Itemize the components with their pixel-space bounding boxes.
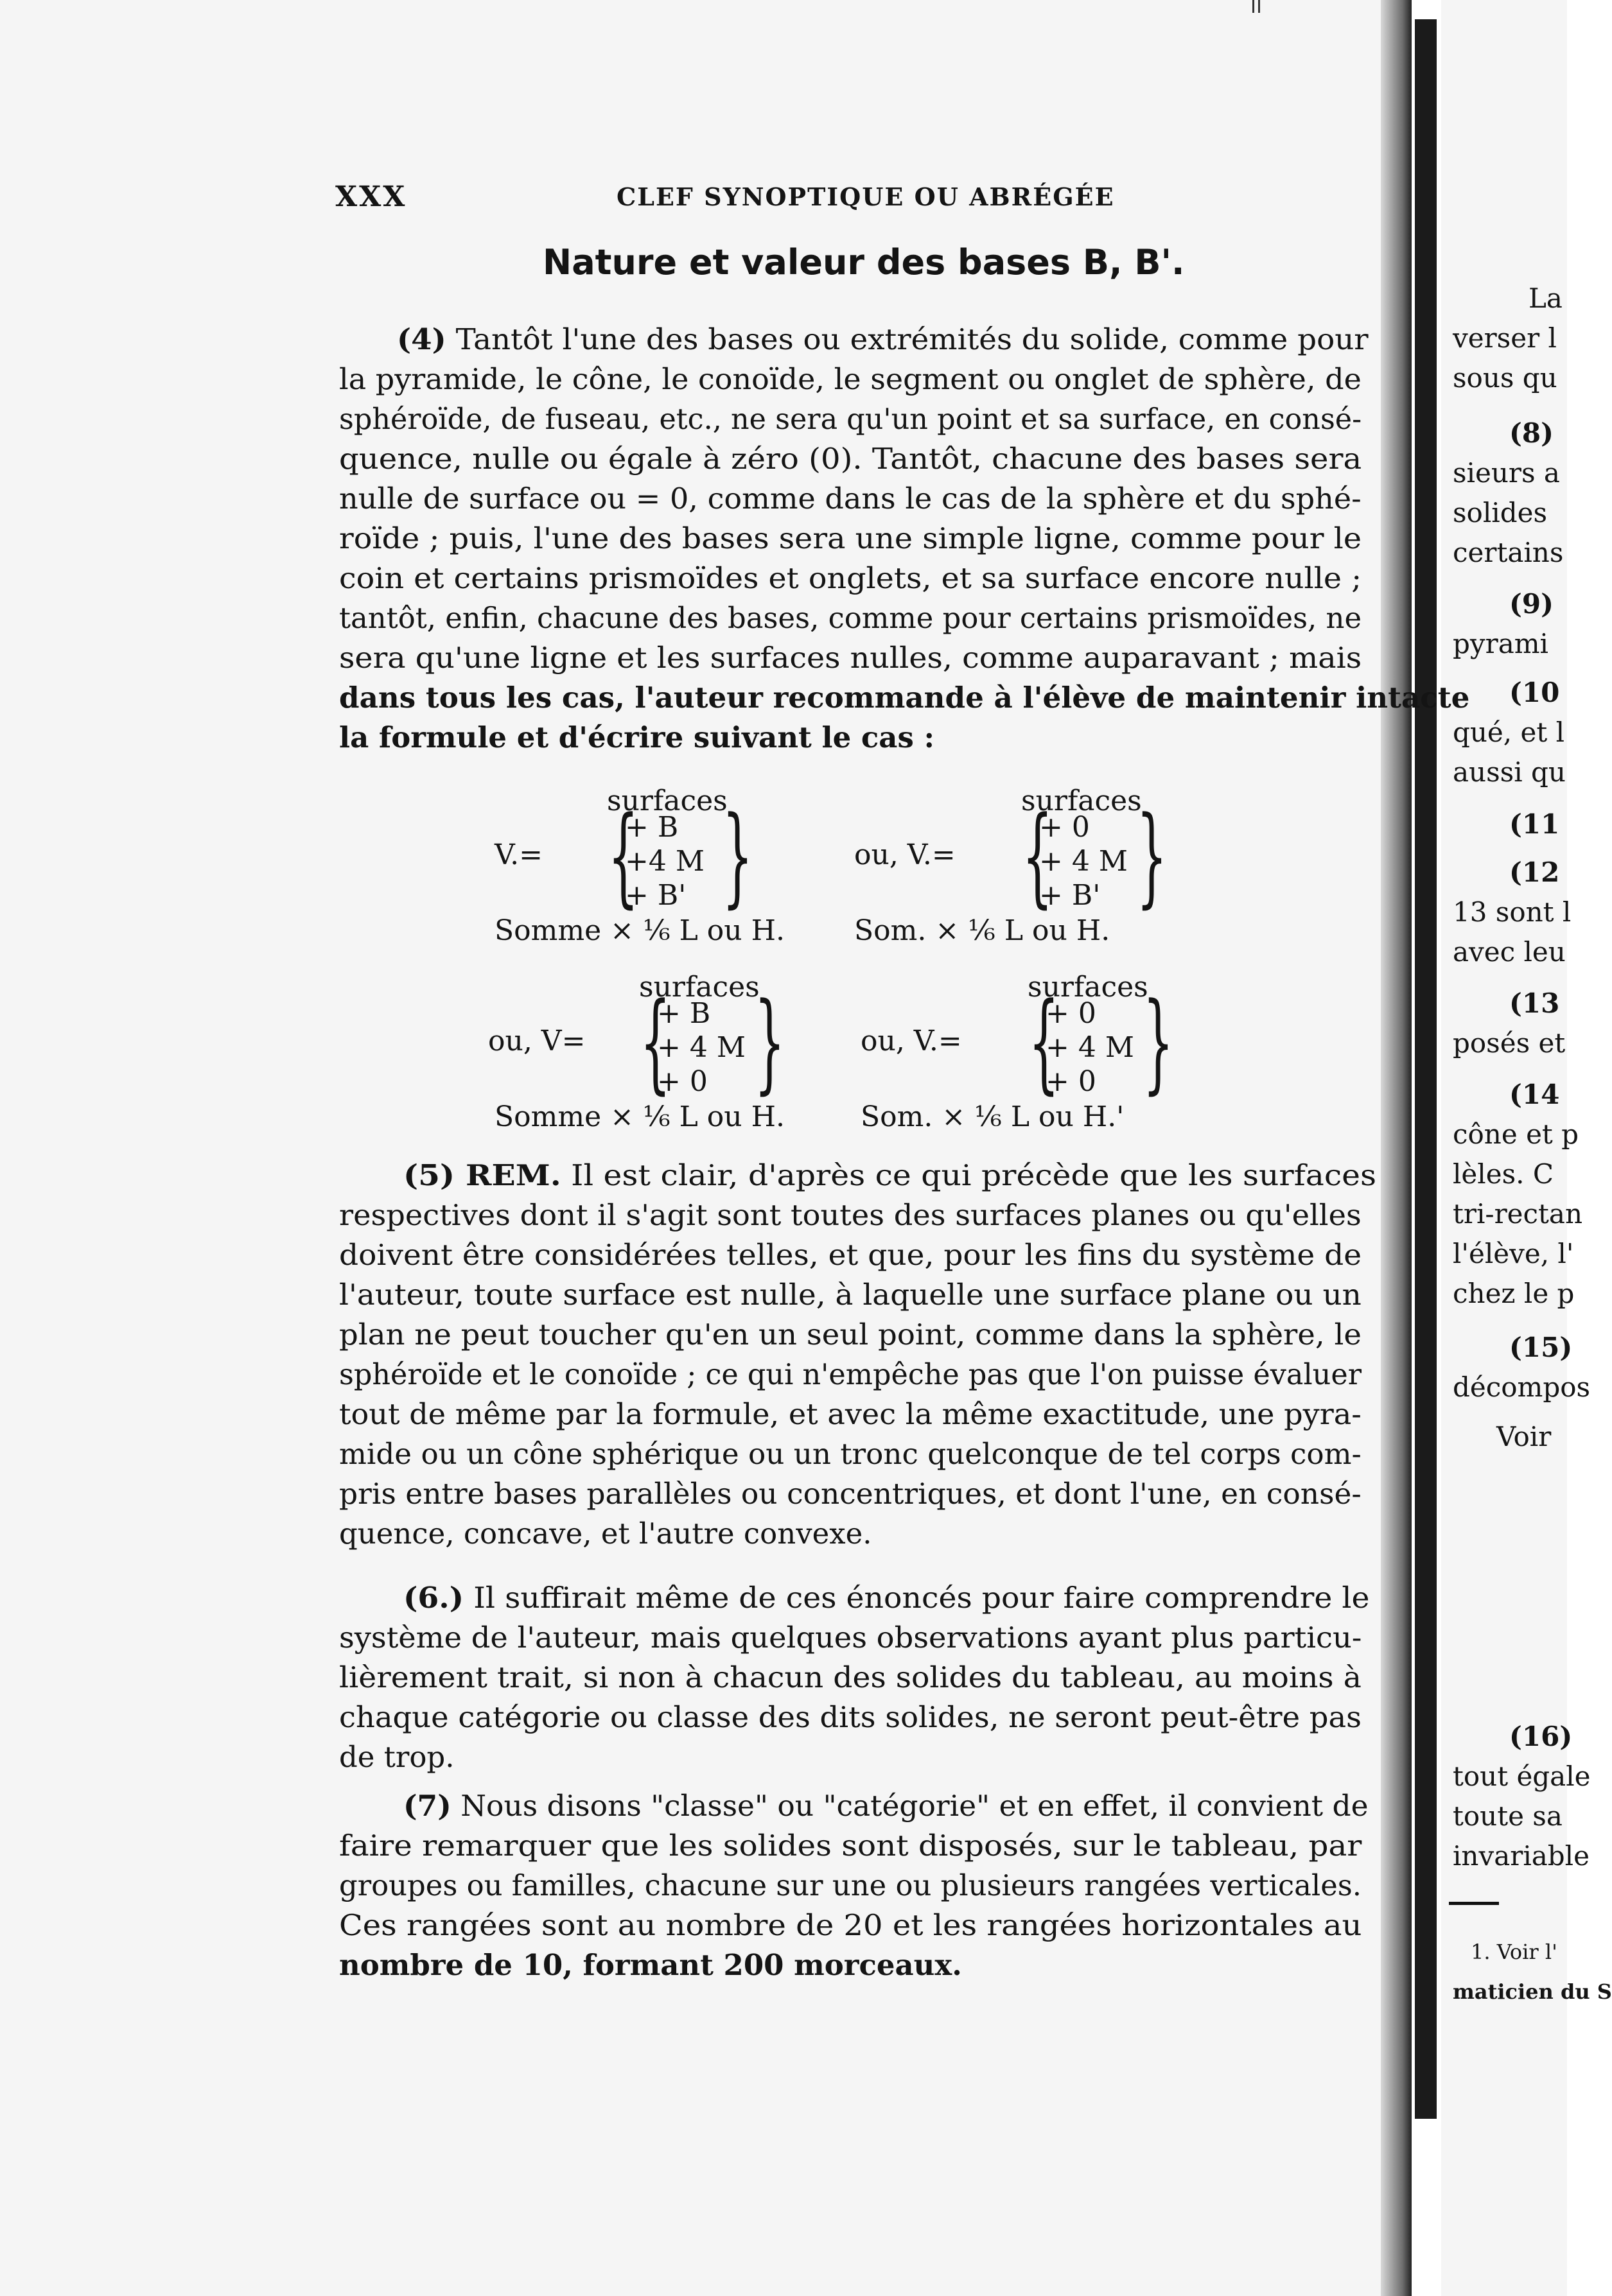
formula-label: ou, V.= (861, 1025, 962, 1057)
section-title: Nature et valeur des bases B, B'. (543, 242, 1185, 283)
text-line: quence, concave, et l'autre convexe. (339, 1517, 872, 1551)
volume-formula (854, 785, 1240, 962)
text-line: la formule et d'écrire suivant le cas : (339, 720, 935, 754)
formula-term: + B (625, 811, 679, 844)
text-line: la pyramide, le cône, le conoïde, le segment ou onglet de sphère, de (339, 362, 1362, 396)
text-line: nombre de 10, formant 200 morceaux. (339, 1948, 962, 1982)
formula-terms (625, 810, 705, 912)
text-line: coin et certains prismoïdes et onglets, et sa surface encore nulle ; (339, 561, 1362, 595)
text-line: faire remarquer que les solides sont disposés, sur le tableau, par (339, 1829, 1362, 1863)
right-brace: } (1136, 793, 1168, 919)
formula-terms (657, 996, 746, 1099)
text-line: (4) Tantôt l'une des bases ou extrémités du solide, comme pour (397, 322, 1369, 356)
right-page-line: tout égale (1453, 1761, 1591, 1792)
volume-formula (495, 785, 880, 962)
surfaces-label: surfaces (1021, 785, 1142, 817)
text-line: nulle de surface ou = 0, comme dans le cas de la sphère et du sphé- (339, 482, 1362, 516)
right-page-line: La (1529, 283, 1563, 314)
right-page-line: 1. Voir l' (1471, 1940, 1557, 1964)
right-page-line: (8) (1509, 417, 1554, 449)
right-page-line: (16) (1509, 1721, 1573, 1752)
right-page-line: tri-rectan (1453, 1198, 1583, 1230)
text-line: roïde ; puis, l'une des bases sera une simple ligne, comme pour le (339, 521, 1362, 555)
right-page-line: lèles. C (1453, 1158, 1554, 1190)
right-page-line: (9) (1509, 588, 1554, 620)
right-page-line: Voir (1496, 1421, 1552, 1452)
right-brace: } (1143, 979, 1174, 1105)
right-page-line: décompos (1453, 1371, 1591, 1403)
right-page-line: (13 (1509, 987, 1560, 1019)
formula-term: + B' (625, 879, 687, 912)
formula-sum: Somme × ⅙ L ou H. (495, 914, 785, 947)
right-page-line: sieurs a (1453, 457, 1560, 489)
formula-term: + 4 M (657, 1031, 746, 1064)
right-page-line: sous qu (1453, 362, 1557, 394)
text-line: (5) REM. Il est clair, d'après ce qui précède que les surfaces (403, 1158, 1377, 1192)
formula-term: + 0 (1046, 997, 1096, 1030)
right-page-line: (12 (1509, 857, 1560, 888)
text-line: tantôt, enfin, chacune des bases, comme pour certains prismoïdes, ne (339, 601, 1362, 635)
text-line: (6.) Il suffirait même de ces énoncés pour faire comprendre le (403, 1581, 1370, 1615)
text-line: tout de même par la formule, et avec la même exactitude, une pyra- (339, 1397, 1362, 1431)
text-line: sphéroïde, de fuseau, etc., ne sera qu'un point et sa surface, en consé- (339, 402, 1362, 436)
page-number: XXX (335, 180, 407, 213)
right-page-line: pyrami (1453, 628, 1548, 659)
scan-mark (1252, 0, 1260, 13)
right-page-line: 13 sont l (1453, 896, 1572, 928)
right-page-line: qué, et l (1453, 717, 1565, 748)
right-page-line: (15) (1509, 1332, 1573, 1363)
formula-term: + 0 (657, 1065, 708, 1098)
formula-term: + 0 (1046, 1065, 1096, 1098)
text-line: sphéroïde et le conoïde ; ce qui n'empêche pas que l'on puisse évaluer (339, 1357, 1362, 1391)
text-line: mide ou un cône sphérique ou un tronc quelconque de tel corps com- (339, 1437, 1362, 1471)
right-page-line: verser l (1453, 322, 1557, 354)
text-line: système de l'auteur, mais quelques observations ayant plus particu- (339, 1621, 1362, 1655)
right-page-line: chez le p (1453, 1278, 1575, 1309)
formula-term: + 4 M (1039, 845, 1128, 878)
formula-terms (1046, 996, 1134, 1099)
right-page-line: cône et p (1453, 1118, 1579, 1150)
right-page-line: avec leu (1453, 936, 1566, 968)
right-page-line: posés et (1453, 1027, 1566, 1059)
right-brace: } (754, 979, 785, 1105)
right-page-line: invariable (1453, 1840, 1590, 1872)
text-line: chaque catégorie ou classe des dits solides, ne seront peut-être pas (339, 1700, 1362, 1734)
surfaces-label: surfaces (1028, 971, 1148, 1004)
right-page-line: maticien du S (1453, 1979, 1612, 2004)
formula-label: ou, V.= (854, 839, 956, 871)
right-page-line: aussi qu (1453, 756, 1566, 788)
volume-formula (861, 971, 1246, 1148)
footnote-rule (1449, 1902, 1499, 1905)
formula-label: ou, V= (488, 1025, 586, 1057)
formula-label: V.= (495, 839, 543, 871)
right-page-line: certains (1453, 537, 1564, 568)
formula-terms (1039, 810, 1128, 912)
right-page-line: toute sa (1453, 1800, 1563, 1832)
formula-sum: Som. × ⅙ L ou H.' (861, 1100, 1125, 1133)
formula-sum: Som. × ⅙ L ou H. (854, 914, 1110, 947)
volume-formula (488, 971, 873, 1148)
formula-sum: Somme × ⅙ L ou H. (495, 1100, 785, 1133)
left-brace: { (1022, 793, 1053, 919)
text-line: de trop. (339, 1740, 455, 1774)
text-line: l'auteur, toute surface est nulle, à laquelle une surface plane ou un (339, 1278, 1362, 1312)
text-line: plan ne peut toucher qu'en un seul point, comme dans la sphère, le (339, 1318, 1362, 1352)
formula-term: + B (657, 997, 711, 1030)
left-brace: { (640, 979, 671, 1105)
right-page-line: (10 (1509, 677, 1560, 708)
surfaces-label: surfaces (607, 785, 728, 817)
formula-term: + 0 (1039, 811, 1090, 844)
running-title: CLEF SYNOPTIQUE OU ABRÉGÉE (617, 182, 1115, 211)
text-line: sera qu'une ligne et les surfaces nulles, comme auparavant ; mais (339, 641, 1362, 675)
left-brace: { (1028, 979, 1060, 1105)
right-page-line: solides (1453, 497, 1547, 528)
text-line: respectives dont il s'agit sont toutes des surfaces planes ou qu'elles (339, 1198, 1362, 1232)
left-brace: { (608, 793, 639, 919)
text-line: (7) Nous disons "classe" ou "catégorie" et en effet, il convient de (403, 1789, 1369, 1823)
text-line: groupes ou familles, chacune sur une ou plusieurs rangées verticales. (339, 1868, 1362, 1902)
gutter-edge (1415, 19, 1437, 2119)
right-page-line: l'élève, l' (1453, 1238, 1574, 1269)
right-page-line: (14 (1509, 1079, 1560, 1110)
formula-term: +4 M (625, 845, 705, 878)
text-line: lièrement trait, si non à chacun des solides du tableau, au moins à (339, 1660, 1362, 1694)
right-brace: } (722, 793, 753, 919)
formula-term: + 4 M (1046, 1031, 1134, 1064)
text-line: Ces rangées sont au nombre de 20 et les rangées horizontales au (339, 1908, 1362, 1942)
text-line: dans tous les cas, l'auteur recommande à l'élève de maintenir intacte (339, 681, 1470, 715)
surfaces-label: surfaces (639, 971, 760, 1004)
right-page-line: (11 (1509, 808, 1560, 840)
text-line: doivent être considérées telles, et que, pour les fins du système de (339, 1238, 1362, 1272)
text-line: quence, nulle ou égale à zéro (0). Tantôt, chacune des bases sera (339, 442, 1362, 476)
text-line: pris entre bases parallèles ou concentriques, et dont l'une, en consé- (339, 1477, 1362, 1511)
formula-term: + B' (1039, 879, 1101, 912)
page-binding-shadow (1381, 0, 1412, 2296)
